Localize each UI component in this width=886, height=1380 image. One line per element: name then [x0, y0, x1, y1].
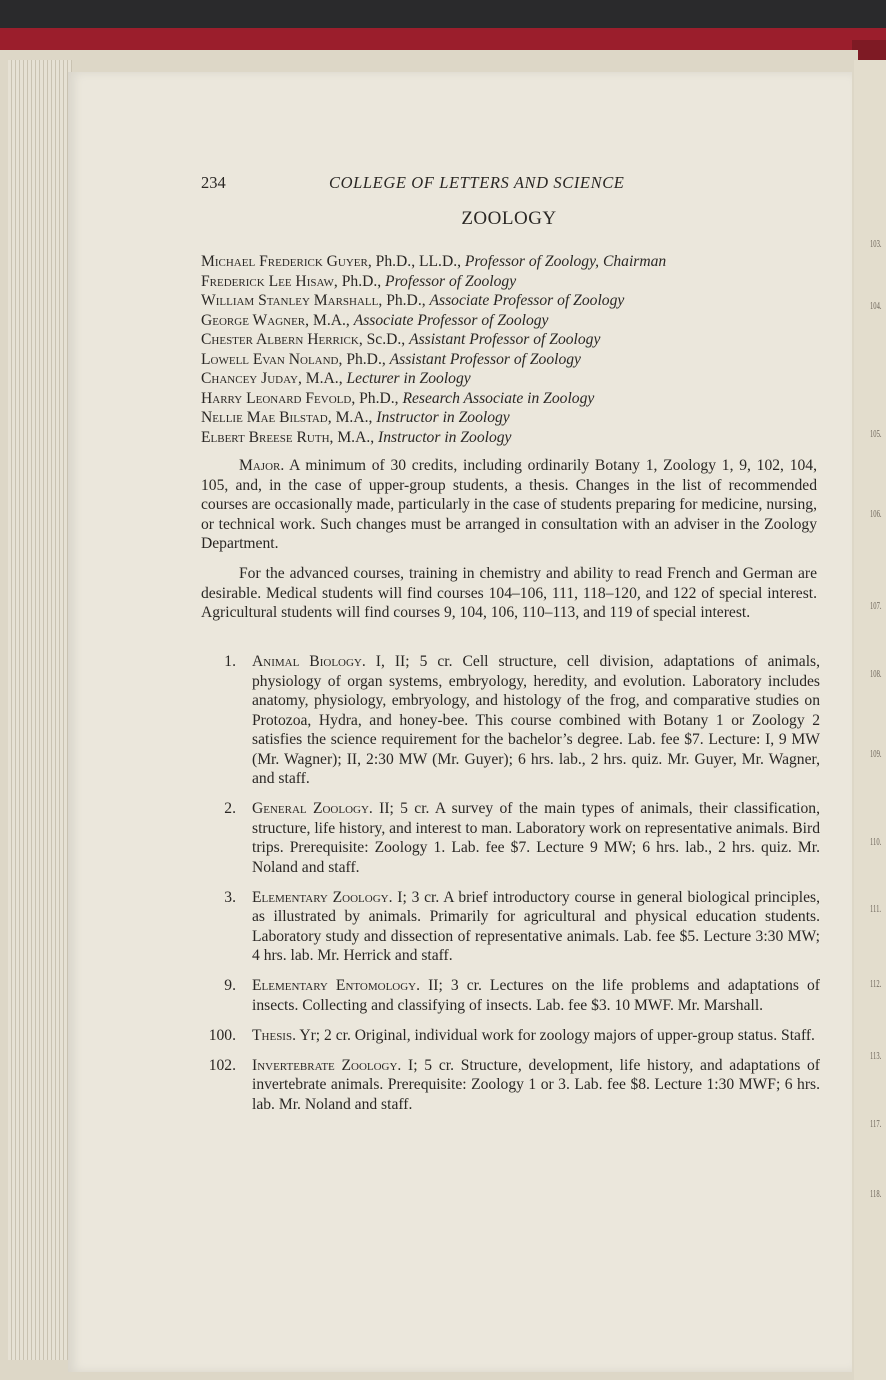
- course-entry: [200, 652, 820, 789]
- faculty-degrees: , M.A.,: [327, 409, 377, 426]
- course-entry: [200, 799, 820, 877]
- faculty-name: George Wagner: [201, 311, 306, 329]
- margin-number: 107.: [870, 600, 882, 612]
- faculty-entry: [201, 369, 821, 389]
- course-number: 9.: [224, 977, 236, 994]
- course-title: Elementary Zoology.: [252, 888, 393, 906]
- faculty-title: Professor of Zoology, Chairman: [464, 253, 667, 270]
- margin-number: 106.: [870, 508, 882, 520]
- faculty-name: Frederick Lee Hisaw: [201, 272, 334, 290]
- course-description: I; 3 cr. A brief introductory course in general biological principles, as illustrated by animals. Primarily for agricultural and physical education students. Laboratory study and dissection of representative animals. Lab. fee $5. Lecture 3:30 MW; 4 hrs. lab. Mr. Herrick and staff.: [252, 888, 820, 964]
- faculty-degrees: , Ph.D., LL.D.,: [367, 253, 465, 270]
- faculty-entry: [201, 311, 821, 331]
- faculty-name: William Stanley Marshall: [201, 292, 379, 309]
- margin-number: 110.: [870, 836, 882, 848]
- faculty-name: Harry Leonard Fevold: [201, 389, 352, 407]
- faculty-degrees: , M.A.,: [329, 428, 379, 446]
- faculty-degrees: , M.A.,: [305, 311, 354, 329]
- faculty-name: Chancey Juday: [201, 370, 298, 387]
- margin-number: 117.: [870, 1118, 882, 1130]
- faculty-name: Elbert Breese Ruth: [201, 428, 330, 446]
- faculty-degrees: , M.A.,: [297, 370, 347, 387]
- margin-number: 103.: [870, 238, 882, 250]
- margin-number: 112.: [870, 978, 882, 990]
- course-description: Yr; 2 cr. Original, individual work for zoology majors of upper-group status. Staff.: [296, 1026, 815, 1044]
- faculty-entry: [201, 389, 821, 409]
- course-description: I; 5 cr. Structure, development, life history, and adaptations of invertebrate animals. Prerequisite: Zoology 1 or 3. Lab. fee $8. Lecture 1:30 MWF; 6 hrs. lab. Mr. Noland and staff.: [252, 1056, 820, 1113]
- margin-number: 109.: [870, 748, 882, 760]
- faculty-entry: [201, 272, 821, 292]
- faculty-list: [201, 252, 821, 447]
- faculty-entry: [201, 408, 821, 428]
- faculty-degrees: , Ph.D.,: [378, 292, 430, 309]
- major-paragraph: [201, 456, 817, 554]
- course-description: II; 5 cr. A survey of the main types of animals, their classification, structure, life history, and interest to man. Laboratory work on representative animals. Bird trips. Prerequisite: Zoology 1. Lab. fee $7. Lecture 9 MW; 6 hrs. lab., 2 hrs. quiz. Mr. Noland and staff.: [252, 800, 820, 876]
- faculty-name: Chester Albern Herrick: [201, 331, 359, 348]
- running-title: COLLEGE OF LETTERS AND SCIENCE: [329, 173, 625, 192]
- course-description: I, II; 5 cr. Cell structure, cell division, adaptations of animals, physiology of organ systems, embryology, heredity, and evolution. Laboratory includes anatomy, physiology, embryology, and histology of the frog, and comparative studies on Protozoa, Hydra, and honey-bee. This course combined with Botany 1 or Zoology 2 satisfies the science requirement for the bachelor’s degree. Lab. fee $7. Lecture: I, 9 MW (Mr. Wagner); II, 2:30 MW (Mr. Guyer); 6 hrs. lab., 2 hrs. quiz. Mr. Guyer, Mr. Wagner, and staff.: [252, 653, 820, 787]
- faculty-title: Assistant Professor of Zoology: [389, 350, 581, 368]
- course-number: 102.: [208, 1056, 236, 1074]
- course-entry: [200, 976, 820, 1015]
- faculty-entry: [201, 330, 821, 350]
- faculty-degrees: , Sc.D.,: [358, 331, 410, 348]
- course-title: Thesis.: [252, 1026, 296, 1044]
- faculty-degrees: , Ph.D.,: [333, 272, 386, 290]
- faculty-degrees: , Ph.D.,: [338, 350, 390, 368]
- course-title: Animal Biology.: [252, 653, 366, 670]
- faculty-entry: [201, 252, 821, 272]
- faculty-entry: [201, 291, 821, 311]
- course-number: 2.: [224, 800, 236, 817]
- margin-number: 111.: [870, 903, 882, 915]
- course-entry: [200, 1026, 820, 1046]
- course-number: 3.: [224, 888, 236, 906]
- faculty-title: Associate Professor of Zoology: [429, 292, 625, 309]
- advanced-courses-paragraph: For the advanced courses, training in chemistry and ability to read French and German are desirable. Medical students will find courses 104–106, 111, 118–120, and 122 of special interest. Agricultural students will find courses 9, 104, 106, 110–113, and 119 of special interest.: [201, 565, 817, 621]
- margin-number: 108.: [870, 668, 882, 680]
- course-description: II; 3 cr. Lectures on the life problems and adaptations of insects. Collecting and classifying of insects. Lab. fee $3. 10 MWF. Mr. Marshall.: [252, 977, 820, 1014]
- major-label: Major.: [239, 457, 285, 474]
- course-title: General Zoology.: [252, 800, 373, 817]
- page-number: 234: [201, 173, 226, 192]
- faculty-title: Lecturer in Zoology: [346, 370, 471, 387]
- course-entry: [200, 1056, 820, 1115]
- faculty-title: Research Associate in Zoology: [402, 389, 595, 407]
- faculty-title: Associate Professor of Zoology: [353, 311, 549, 329]
- margin-number: 113.: [870, 1050, 882, 1062]
- margin-number: 104.: [870, 300, 882, 312]
- course-number: 1.: [224, 653, 236, 670]
- margin-number: 105.: [870, 428, 882, 440]
- faculty-title: Instructor in Zoology: [376, 409, 510, 426]
- course-number: 100.: [208, 1026, 236, 1044]
- major-text: A minimum of 30 credits, including ordinarily Botany 1, Zoology 1, 9, 102, 104, 105, and, in the case of upper-group students, a thesis. Changes in the list of recommended courses are occasionally made, particularly in the case of students preparing for medicine, nursing, or technical work. Such changes must be arranged in consultation with an adviser in the Zoology Department.: [201, 457, 817, 552]
- section-title: ZOOLOGY: [461, 208, 557, 229]
- faculty-title: Professor of Zoology: [385, 272, 517, 290]
- course-list: [200, 652, 820, 1125]
- faculty-degrees: , Ph.D.,: [351, 389, 403, 407]
- faculty-name: Lowell Evan Noland: [201, 350, 339, 368]
- running-head: [201, 173, 817, 195]
- course-entry: [200, 888, 820, 966]
- course-title: Invertebrate Zoology.: [252, 1056, 402, 1074]
- course-title: Elementary Entomology.: [252, 977, 421, 994]
- faculty-entry: [201, 428, 821, 448]
- faculty-entry: [201, 350, 821, 370]
- faculty-name: Michael Frederick Guyer: [201, 253, 368, 270]
- faculty-title: Assistant Professor of Zoology: [409, 331, 601, 348]
- margin-number: 118.: [870, 1188, 882, 1200]
- faculty-name: Nellie Mae Bilstad: [201, 409, 328, 426]
- faculty-title: Instructor in Zoology: [378, 428, 512, 446]
